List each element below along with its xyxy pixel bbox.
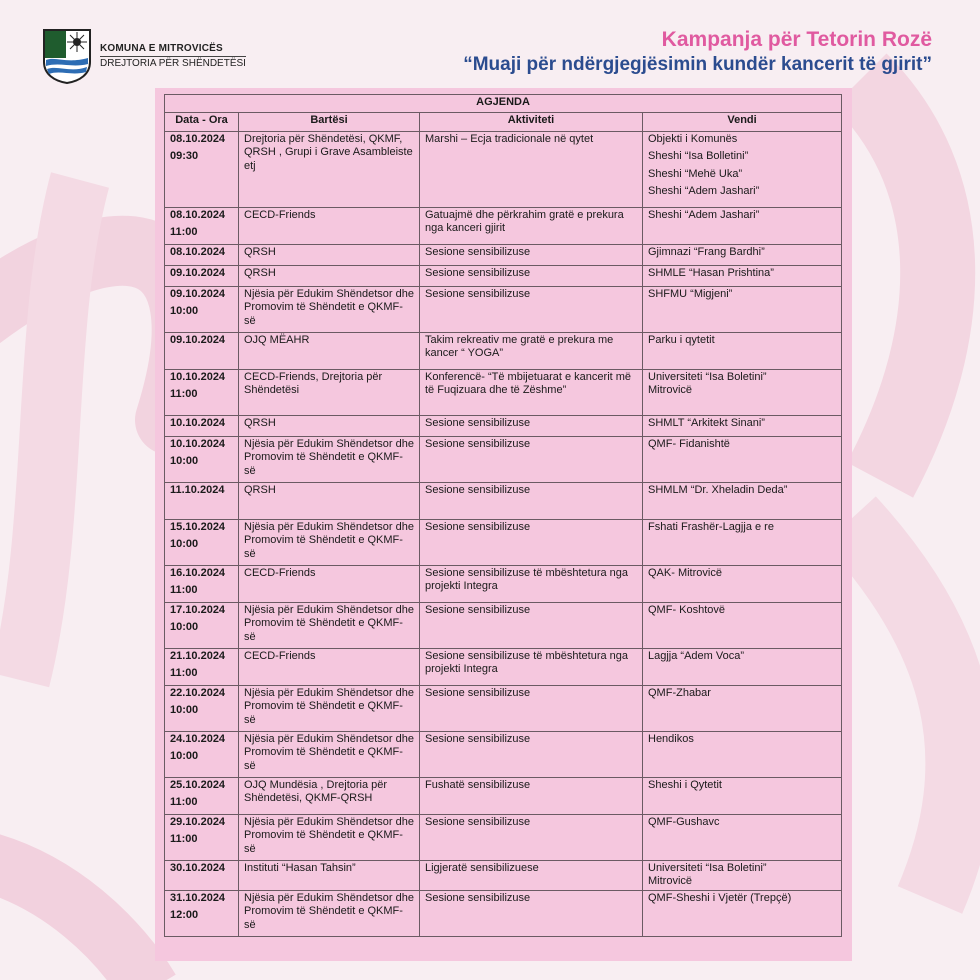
holder-cell: Njësia për Edukim Shëndetsor dhe Promovim të Shëndetit e QKMF-së <box>239 732 420 778</box>
date-text: 10.10.2024 <box>170 417 226 429</box>
venue-cell <box>643 861 842 891</box>
venue-cell <box>643 686 842 732</box>
activity-cell: Gatuajmë dhe përkrahim gratë e prekura nga kanceri gjirit <box>420 208 643 245</box>
time-text: 10:00 <box>170 538 199 551</box>
date-text: 24.10.2024 <box>170 733 226 745</box>
venue-line: QMF-Sheshi i Vjetër (Trepçë) <box>648 892 792 904</box>
activity-cell: Sesione sensibilizuse <box>420 483 643 520</box>
venue-line: Fshati Frashër-Lagjja e re <box>648 521 774 533</box>
table-row <box>165 520 842 566</box>
holder-cell: Njësia për Edukim Shëndetsor dhe Promovim të Shëndetit e QKMF-së <box>239 437 420 483</box>
date-time-cell <box>165 891 239 937</box>
table-row <box>165 245 842 266</box>
activity-cell: Sesione sensibilizuse <box>420 416 643 437</box>
venue-line: QMF- Fidanishtë <box>648 438 730 450</box>
agenda-title: AGJENDA <box>165 95 842 113</box>
date-text: 09.10.2024 <box>170 267 226 279</box>
campaign-title: Kampanja për Tetorin Rozë <box>661 28 932 51</box>
date-time-cell <box>165 732 239 778</box>
date-time-cell <box>165 520 239 566</box>
time-text: 11:00 <box>170 796 198 809</box>
table-row <box>165 132 842 208</box>
date-time-cell <box>165 132 239 208</box>
venue-cell <box>643 520 842 566</box>
venue-line: Mitrovicë <box>648 384 693 397</box>
venue-line: Lagjja “Adem Voca” <box>648 650 744 662</box>
date-text: 11.10.2024 <box>170 484 225 496</box>
venue-cell <box>643 483 842 520</box>
holder-cell: OJQ MËAHR <box>239 333 420 370</box>
activity-cell: Sesione sensibilizuse <box>420 520 643 566</box>
venue-line: Sheshi i Qytetit <box>648 779 722 791</box>
venue-cell <box>643 891 842 937</box>
venue-cell <box>643 603 842 649</box>
activity-cell: Takim rekreativ me gratë e prekura me kancer “ YOGA” <box>420 333 643 370</box>
activity-cell: Sesione sensibilizuse <box>420 245 643 266</box>
date-time-cell <box>165 778 239 815</box>
activity-cell: Sesione sensibilizuse <box>420 732 643 778</box>
time-text: 10:00 <box>170 455 199 468</box>
date-time-cell <box>165 686 239 732</box>
venue-line: SHFMU “Migjeni” <box>648 288 733 300</box>
date-text: 31.10.2024 <box>170 892 226 904</box>
holder-cell: Njësia për Edukim Shëndetsor dhe Promovim të Shëndetit e QKMF-së <box>239 520 420 566</box>
venue-cell <box>643 333 842 370</box>
date-text: 21.10.2024 <box>170 650 226 662</box>
venue-cell <box>643 266 842 287</box>
time-text: 11:00 <box>170 226 198 239</box>
venue-line: Objekti i Komunës <box>648 133 738 145</box>
venue-cell <box>643 416 842 437</box>
holder-cell: QRSH <box>239 266 420 287</box>
holder-cell: CECD-Friends <box>239 649 420 686</box>
campaign-subtitle: “Muaji për ndërgjegjësimin kundër kancerit të gjirit” <box>463 54 932 75</box>
activity-cell: Sesione sensibilizuse <box>420 891 643 937</box>
table-row <box>165 266 842 287</box>
time-text: 11:00 <box>170 388 198 401</box>
venue-line: Gjimnazi “Frang Bardhi” <box>648 246 765 258</box>
holder-cell: Drejtoria për Shëndetësi, QKMF, QRSH , Grupi i Grave Asambleiste etj <box>239 132 420 208</box>
table-row <box>165 891 842 937</box>
holder-cell: Njësia për Edukim Shëndetsor dhe Promovim të Shëndetit e QKMF-së <box>239 686 420 732</box>
date-time-cell <box>165 603 239 649</box>
date-time-cell <box>165 370 239 416</box>
table-row <box>165 861 842 891</box>
date-text: 09.10.2024 <box>170 288 226 300</box>
holder-cell: QRSH <box>239 483 420 520</box>
holder-cell: QRSH <box>239 245 420 266</box>
table-row <box>165 483 842 520</box>
activity-cell: Sesione sensibilizuse të mbështetura nga projekti Integra <box>420 649 643 686</box>
date-text: 09.10.2024 <box>170 334 226 346</box>
table-row <box>165 686 842 732</box>
date-text: 08.10.2024 <box>170 209 226 221</box>
holder-cell: CECD-Friends <box>239 208 420 245</box>
time-text: 11:00 <box>170 833 198 846</box>
date-time-cell <box>165 483 239 520</box>
date-time-cell <box>165 861 239 891</box>
date-text: 08.10.2024 <box>170 133 226 145</box>
date-time-cell <box>165 287 239 333</box>
agenda-table <box>164 94 842 937</box>
venue-cell <box>643 778 842 815</box>
venue-cell <box>643 437 842 483</box>
municipality-crest-icon <box>42 28 92 84</box>
activity-cell: Sesione sensibilizuse <box>420 287 643 333</box>
holder-cell: QRSH <box>239 416 420 437</box>
column-header-holder: Bartësi <box>239 113 420 132</box>
date-text: 22.10.2024 <box>170 687 226 699</box>
date-time-cell <box>165 649 239 686</box>
table-row <box>165 649 842 686</box>
date-text: 29.10.2024 <box>170 816 226 828</box>
activity-cell: Ligjeratë sensibilizuese <box>420 861 643 891</box>
time-text: 11:00 <box>170 667 198 680</box>
venue-cell <box>643 208 842 245</box>
time-text: 11:00 <box>170 584 198 597</box>
venue-cell <box>643 566 842 603</box>
date-text: 15.10.2024 <box>170 521 226 533</box>
date-time-cell <box>165 266 239 287</box>
date-text: 08.10.2024 <box>170 246 226 258</box>
date-text: 25.10.2024 <box>170 779 226 791</box>
venue-line: QMF-Gushavc <box>648 816 720 828</box>
table-row <box>165 603 842 649</box>
date-time-cell <box>165 333 239 370</box>
holder-cell: Njësia për Edukim Shëndetsor dhe Promovim të Shëndetit e QKMF-së <box>239 891 420 937</box>
table-row <box>165 815 842 861</box>
date-time-cell <box>165 566 239 603</box>
venue-line: Sheshi “Isa Bolletini” <box>648 150 749 163</box>
venue-line: Mitrovicë <box>648 875 693 888</box>
table-row <box>165 208 842 245</box>
campaign-header <box>463 28 932 76</box>
venue-line: Universiteti “Isa Boletini” <box>648 862 767 874</box>
venue-line: QMF-Zhabar <box>648 687 711 699</box>
column-header-date: Data - Ora <box>165 113 239 132</box>
date-time-cell <box>165 437 239 483</box>
agenda-panel <box>155 88 852 961</box>
table-row <box>165 437 842 483</box>
date-time-cell <box>165 208 239 245</box>
org-name: KOMUNA E MITROVICËS <box>100 43 223 54</box>
date-time-cell <box>165 245 239 266</box>
municipality-header <box>42 28 246 84</box>
table-row <box>165 416 842 437</box>
venue-line: SHMLT “Arkitekt Sinani” <box>648 417 765 429</box>
venue-line: Sheshi “Mehë Uka” <box>648 167 743 180</box>
activity-cell: Sesione sensibilizuse <box>420 437 643 483</box>
activity-cell: Fushatë sensibilizuse <box>420 778 643 815</box>
venue-line: Sheshi “Adem Jashari” <box>648 209 760 221</box>
table-row <box>165 370 842 416</box>
date-time-cell <box>165 416 239 437</box>
holder-cell: Njësia për Edukim Shëndetsor dhe Promovim të Shëndetit e QKMF-së <box>239 815 420 861</box>
date-time-cell <box>165 815 239 861</box>
venue-line: Sheshi “Adem Jashari” <box>648 185 760 198</box>
table-row <box>165 732 842 778</box>
activity-cell: Sesione sensibilizuse <box>420 603 643 649</box>
holder-cell: Njësia për Edukim Shëndetsor dhe Promovim të Shëndetit e QKMF-së <box>239 287 420 333</box>
activity-cell: Sesione sensibilizuse të mbështetura nga projekti Integra <box>420 566 643 603</box>
date-text: 30.10.2024 <box>170 862 226 874</box>
time-text: 10:00 <box>170 305 199 318</box>
time-text: 10:00 <box>170 704 199 717</box>
time-text: 10:00 <box>170 621 199 634</box>
holder-cell: Instituti “Hasan Tahsin” <box>239 861 420 891</box>
venue-cell <box>643 732 842 778</box>
holder-cell: CECD-Friends, Drejtoria për Shëndetësi <box>239 370 420 416</box>
venue-cell <box>643 132 842 208</box>
date-text: 16.10.2024 <box>170 567 226 579</box>
venue-line: Parku i qytetit <box>648 334 715 346</box>
table-row <box>165 778 842 815</box>
time-text: 10:00 <box>170 750 199 763</box>
date-text: 10.10.2024 <box>170 371 226 383</box>
venue-line: QMF- Koshtovë <box>648 604 726 616</box>
time-text: 09:30 <box>170 150 199 163</box>
agenda-rows <box>165 132 842 937</box>
venue-cell <box>643 815 842 861</box>
venue-cell <box>643 649 842 686</box>
venue-cell <box>643 245 842 266</box>
venue-line: Hendikos <box>648 733 694 745</box>
column-header-venue: Vendi <box>643 113 842 132</box>
holder-cell: CECD-Friends <box>239 566 420 603</box>
venue-cell <box>643 287 842 333</box>
activity-cell: Sesione sensibilizuse <box>420 815 643 861</box>
venue-line: Universiteti “Isa Boletini” <box>648 371 767 383</box>
venue-line: SHMLE “Hasan Prishtina” <box>648 267 774 279</box>
table-row <box>165 566 842 603</box>
activity-cell: Sesione sensibilizuse <box>420 686 643 732</box>
date-text: 10.10.2024 <box>170 438 226 450</box>
time-text: 12:00 <box>170 909 199 922</box>
activity-cell: Marshi – Ecja tradicionale në qytet <box>420 132 643 208</box>
date-text: 17.10.2024 <box>170 604 226 616</box>
venue-line: QAK- Mitrovicë <box>648 567 722 579</box>
org-department: DREJTORIA PËR SHËNDETËSI <box>100 58 246 69</box>
venue-line: SHMLM “Dr. Xheladin Deda” <box>648 484 788 496</box>
table-row <box>165 287 842 333</box>
activity-cell: Konferencë- “Të mbijetuarat e kancerit më të Fuqizuara dhe të Zëshme” <box>420 370 643 416</box>
holder-cell: OJQ Mundësia , Drejtoria për Shëndetësi, QKMF-QRSH <box>239 778 420 815</box>
column-header-activity: Aktiviteti <box>420 113 643 132</box>
activity-cell: Sesione sensibilizuse <box>420 266 643 287</box>
holder-cell: Njësia për Edukim Shëndetsor dhe Promovim të Shëndetit e QKMF-së <box>239 603 420 649</box>
table-row <box>165 333 842 370</box>
venue-cell <box>643 370 842 416</box>
